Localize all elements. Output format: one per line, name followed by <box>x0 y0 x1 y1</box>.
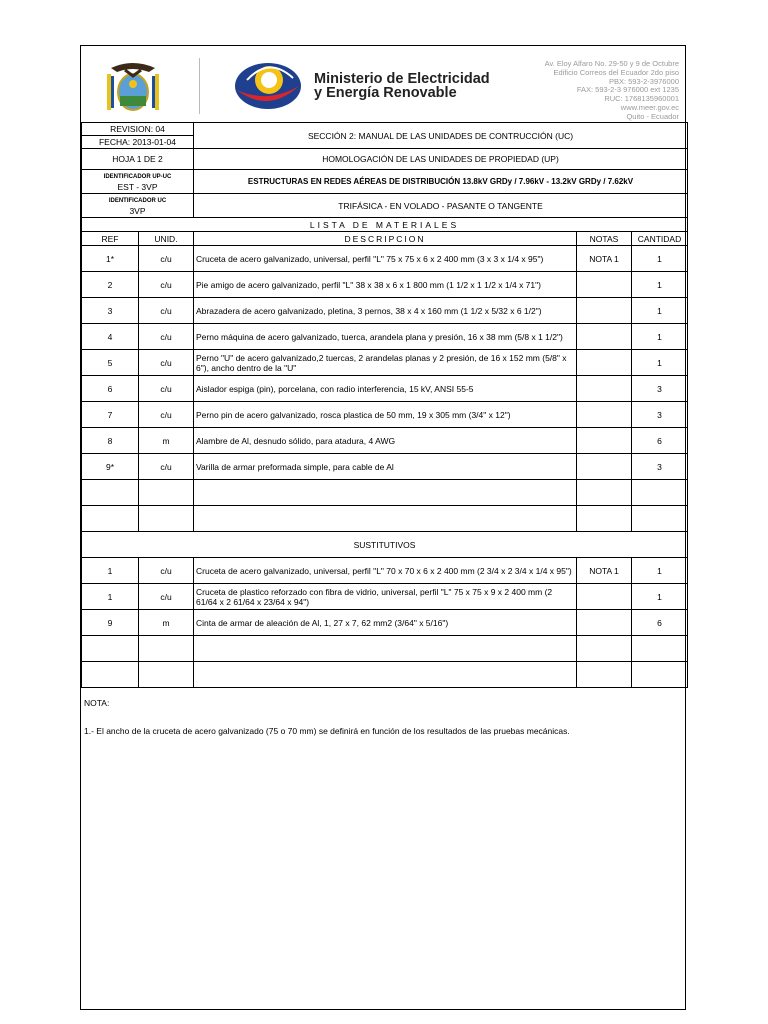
cell-notas <box>577 298 632 324</box>
materials-table <box>81 122 688 688</box>
cell-desc: Cruceta de acero galvanizado, universal, perfil "L" 75 x 75 x 6 x 2 400 mm (3 x 3 x 1/4 x 95") <box>194 246 577 272</box>
notes-label: NOTA: <box>84 698 110 708</box>
cell-ref: 5 <box>82 350 139 376</box>
cell-unid: c/u <box>139 402 194 428</box>
document-header <box>81 46 685 123</box>
cell-ref: 1* <box>82 246 139 272</box>
col-header-ref: REF <box>82 232 139 246</box>
materials-list-title: LISTA DE MATERIALES <box>82 218 688 232</box>
col-header-cant: CANTIDAD <box>632 232 688 246</box>
table-row <box>82 376 688 402</box>
cell-cant: 1 <box>632 298 688 324</box>
cell-unid: c/u <box>139 298 194 324</box>
table-row <box>82 454 688 480</box>
fecha-label: FECHA: 2013-01-04 <box>82 136 194 149</box>
revision-label: REVISION: 04 <box>82 123 194 136</box>
cell-notas <box>577 376 632 402</box>
address-line: Quito - Ecuador <box>626 111 679 121</box>
ministry-logo-icon <box>233 60 303 112</box>
cell-unid: c/u <box>139 272 194 298</box>
address-line: FAX: 593-2-3 976000 ext 1235 <box>576 85 679 95</box>
cell-unid: c/u <box>139 350 194 376</box>
address-line: www.meer.gov.ec <box>620 102 679 112</box>
cell-desc: Perno máquina de acero galvanizado, tuerca, arandela plana y presión, 16 x 38 mm (5/8 x 1 1/2") <box>194 324 577 350</box>
table-row <box>82 324 688 350</box>
table-row <box>82 402 688 428</box>
address-line: RUC: 1768135960001 <box>604 94 679 104</box>
cell-cant: 3 <box>632 376 688 402</box>
table-row <box>82 350 688 376</box>
cell-desc: Pie amigo de acero galvanizado, perfil "L" 38 x 38 x 6 x 1 800 mm (1 1/2 x 1 1/2 x 1/4 x 71") <box>194 272 577 298</box>
coat-of-arms-icon <box>103 62 163 114</box>
cell-desc: Aislador espiga (pin), porcelana, con radio interferencia, 15 kV, ANSI 55-5 <box>194 376 577 402</box>
cell-notas: NOTA 1 <box>577 558 632 584</box>
cell-cant: 3 <box>632 402 688 428</box>
id-upuc-value: EST - 3VP <box>117 181 158 192</box>
cell-notas <box>577 324 632 350</box>
table-row <box>82 584 688 610</box>
cell-ref: 9* <box>82 454 139 480</box>
cell-ref: 9 <box>82 610 139 636</box>
empty-row <box>82 480 688 506</box>
cell-unid: m <box>139 610 194 636</box>
cell-unid: c/u <box>139 454 194 480</box>
hoja-label: HOJA 1 DE 2 <box>82 149 194 170</box>
cell-unid: c/u <box>139 324 194 350</box>
table-row <box>82 272 688 298</box>
cell-ref: 1 <box>82 558 139 584</box>
cell-unid: c/u <box>139 558 194 584</box>
cell-cant: 6 <box>632 428 688 454</box>
cell-desc: Cruceta de acero galvanizado, universal, perfil "L" 70 x 70 x 6 x 2 400 mm (2 3/4 x 2 3/4 x 1/4 x 95") <box>194 558 577 584</box>
col-header-notas: NOTAS <box>577 232 632 246</box>
table-row <box>82 298 688 324</box>
cell-ref: 7 <box>82 402 139 428</box>
cell-cant: 1 <box>632 272 688 298</box>
cell-ref: 8 <box>82 428 139 454</box>
cell-notas <box>577 584 632 610</box>
cell-cant: 6 <box>632 610 688 636</box>
table-row <box>82 558 688 584</box>
homologacion-title: HOMOLOGACIÓN DE LAS UNIDADES DE PROPIEDAD (UP) <box>194 149 688 170</box>
cell-desc: Cinta de armar de aleación de Al, 1, 27 x 7, 62 mm2 (3/64" x 5/16") <box>194 610 577 636</box>
table-row <box>82 610 688 636</box>
table-row <box>82 246 688 272</box>
cell-notas <box>577 272 632 298</box>
cell-unid: c/u <box>139 584 194 610</box>
address-line: Av. Eloy Alfaro No. 29-50 y 9 de Octubre <box>544 59 679 68</box>
cell-ref: 1 <box>82 584 139 610</box>
cell-notas <box>577 428 632 454</box>
cell-unid: m <box>139 428 194 454</box>
cell-desc: Perno "U" de acero galvanizado,2 tuercas, 2 arandelas planas y 2 presión, de 16 x 152 mm (5/8" x 6"), ancho dentro de la "U" <box>194 350 577 376</box>
document-sheet <box>80 45 686 1010</box>
trifasica-title: TRIFÁSICA - EN VOLADO - PASANTE O TANGENTE <box>194 194 688 218</box>
id-uc-value: 3VP <box>129 205 146 216</box>
table-row <box>82 428 688 454</box>
cell-desc: Cruceta de plastico reforzado con fibra de vidrio, universal, perfil "L" 75 x 75 x 9 x 2 400 mm (2 61/64 x 2 61/64 x 23/64 x 94") <box>194 584 577 610</box>
section-title: SECCIÓN 2: MANUAL DE LAS UNIDADES DE CONTRUCCIÓN (UC) <box>194 123 688 149</box>
cell-ref: 3 <box>82 298 139 324</box>
id-uc-cell <box>82 194 194 218</box>
empty-row <box>82 506 688 532</box>
cell-notas <box>577 350 632 376</box>
id-uc-label: IDENTIFICADOR UC <box>108 197 167 204</box>
cell-cant: 1 <box>632 350 688 376</box>
cell-desc: Alambre de Al, desnudo sólido, para atadura, 4 AWG <box>194 428 577 454</box>
cell-desc: Perno pin de acero galvanizado, rosca plastica de 50 mm, 19 x 305 mm (3/4" x 12") <box>194 402 577 428</box>
cell-cant: 1 <box>632 558 688 584</box>
header-divider <box>199 58 200 114</box>
sustitutivos-label: SUSTITUTIVOS <box>82 532 688 558</box>
cell-cant: 3 <box>632 454 688 480</box>
cell-unid: c/u <box>139 376 194 402</box>
estructuras-title: ESTRUCTURAS EN REDES AÉREAS DE DISTRIBUCIÓN 13.8kV GRDy / 7.96kV - 13.2kV GRDy / 7.62kV <box>194 170 688 194</box>
col-header-unid: UNID. <box>139 232 194 246</box>
cell-unid: c/u <box>139 246 194 272</box>
ministry-address <box>545 60 679 122</box>
cell-cant: 1 <box>632 246 688 272</box>
cell-ref: 2 <box>82 272 139 298</box>
cell-desc: Varilla de armar preformada simple, para cable de Al <box>194 454 577 480</box>
note-1-text: 1.- El ancho de la cruceta de acero galvanizado (75 o 70 mm) se definirá en función de los resultados de las pruebas mecánicas. <box>84 726 570 736</box>
address-line: PBX: 593-2-3976000 <box>608 76 679 86</box>
cell-cant: 1 <box>632 584 688 610</box>
cell-notas: NOTA 1 <box>577 246 632 272</box>
ministry-title-line1: Ministerio de Electricidad <box>314 71 490 87</box>
col-header-desc: DESCRIPCION <box>194 232 577 246</box>
cell-notas <box>577 402 632 428</box>
cell-notas <box>577 610 632 636</box>
empty-row <box>82 662 688 688</box>
cell-ref: 6 <box>82 376 139 402</box>
cell-notas <box>577 454 632 480</box>
cell-cant: 1 <box>632 324 688 350</box>
address-line: Edificio Correos del Ecuador 2do piso <box>553 67 679 77</box>
empty-row <box>82 636 688 662</box>
ministry-title-line2: y Energía Renovable <box>314 85 457 101</box>
ministry-title <box>314 72 490 100</box>
id-upuc-cell <box>82 170 194 194</box>
id-upuc-label: IDENTIFICADOR UP-UC <box>103 173 172 180</box>
cell-ref: 4 <box>82 324 139 350</box>
cell-desc: Abrazadera de acero galvanizado, pletina, 3 pernos, 38 x 4 x 160 mm (1 1/2 x 5/32 x 6 1/2") <box>194 298 577 324</box>
